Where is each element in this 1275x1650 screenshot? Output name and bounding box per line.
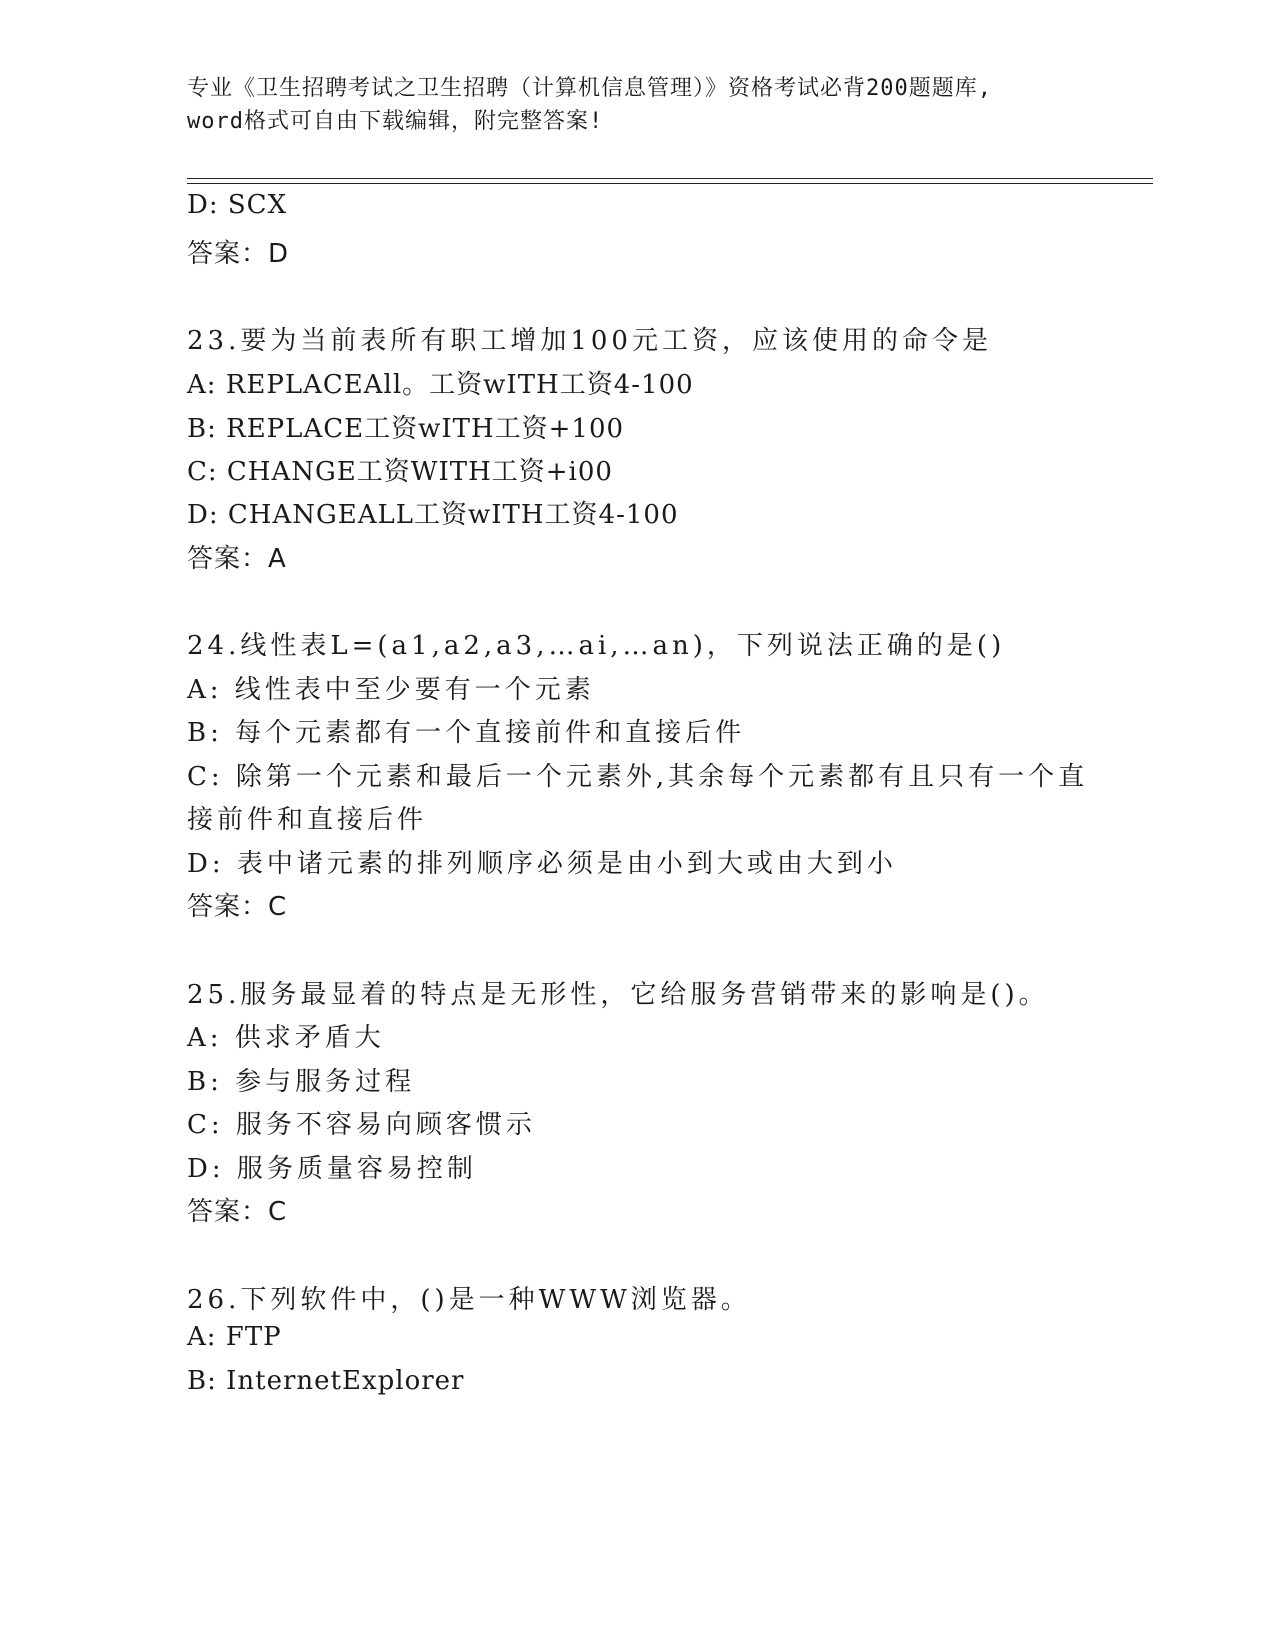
question-26-option-b: B: InternetExplorer [187,1366,465,1396]
prev-answer: 答案：D [187,239,290,269]
question-24-stem: 24.线性表L=(a1,a2,a3,…ai,…an)，下列说法正确的是() [187,631,1006,661]
header-title-line-1: 专业《卫生招聘考试之卫生招聘（计算机信息管理）》资格考试必背200题题库, [187,76,992,101]
header-title-line-2: word格式可自由下载编辑，附完整答案! [187,109,604,134]
question-25-answer: 答案：C [187,1197,288,1227]
question-23-option-c: C: CHANGE工资WITH工资+i00 [187,457,613,487]
question-23-option-a: A: REPLACEAll。工资wITH工资4-100 [187,370,694,400]
question-25-option-c: C: 服务不容易向顾客惯示 [187,1110,536,1140]
prev-option-d: D: SCX [187,190,288,220]
question-24-option-b: B: 每个元素都有一个直接前件和直接后件 [187,718,746,748]
page-header [187,72,1087,138]
question-25-stem: 25.服务最显着的特点是无形性，它给服务营销带来的影响是()。 [187,980,1049,1010]
question-25-option-a: A: 供求矛盾大 [187,1023,385,1053]
header-rule-bottom [187,183,1153,184]
question-26-option-a: A: FTP [187,1322,282,1352]
question-26-stem: 26.下列软件中，()是一种WWW浏览器。 [187,1285,751,1315]
question-24-option-c-continued: 接前件和直接后件 [187,805,428,835]
question-24-answer: 答案：C [187,892,288,922]
question-25-option-b: B: 参与服务过程 [187,1067,416,1097]
header-rule-top [187,178,1153,179]
question-23-answer: 答案：A [187,544,287,574]
question-23-option-d: D: CHANGEALL工资wITH工资4-100 [187,500,679,530]
question-23-stem: 23.要为当前表所有职工增加100元工资，应该使用的命令是 [187,326,992,356]
question-23-option-b: B: REPLACE工资wITH工资+100 [187,414,625,444]
question-24-option-d: D: 表中诸元素的排列顺序必须是由小到大或由大到小 [187,849,897,879]
question-25-option-d: D: 服务质量容易控制 [187,1154,477,1184]
question-24-option-a: A: 线性表中至少要有一个元素 [187,675,595,705]
question-24-option-c: C: 除第一个元素和最后一个元素外,其余每个元素都有且只有一个直 [187,762,1089,792]
